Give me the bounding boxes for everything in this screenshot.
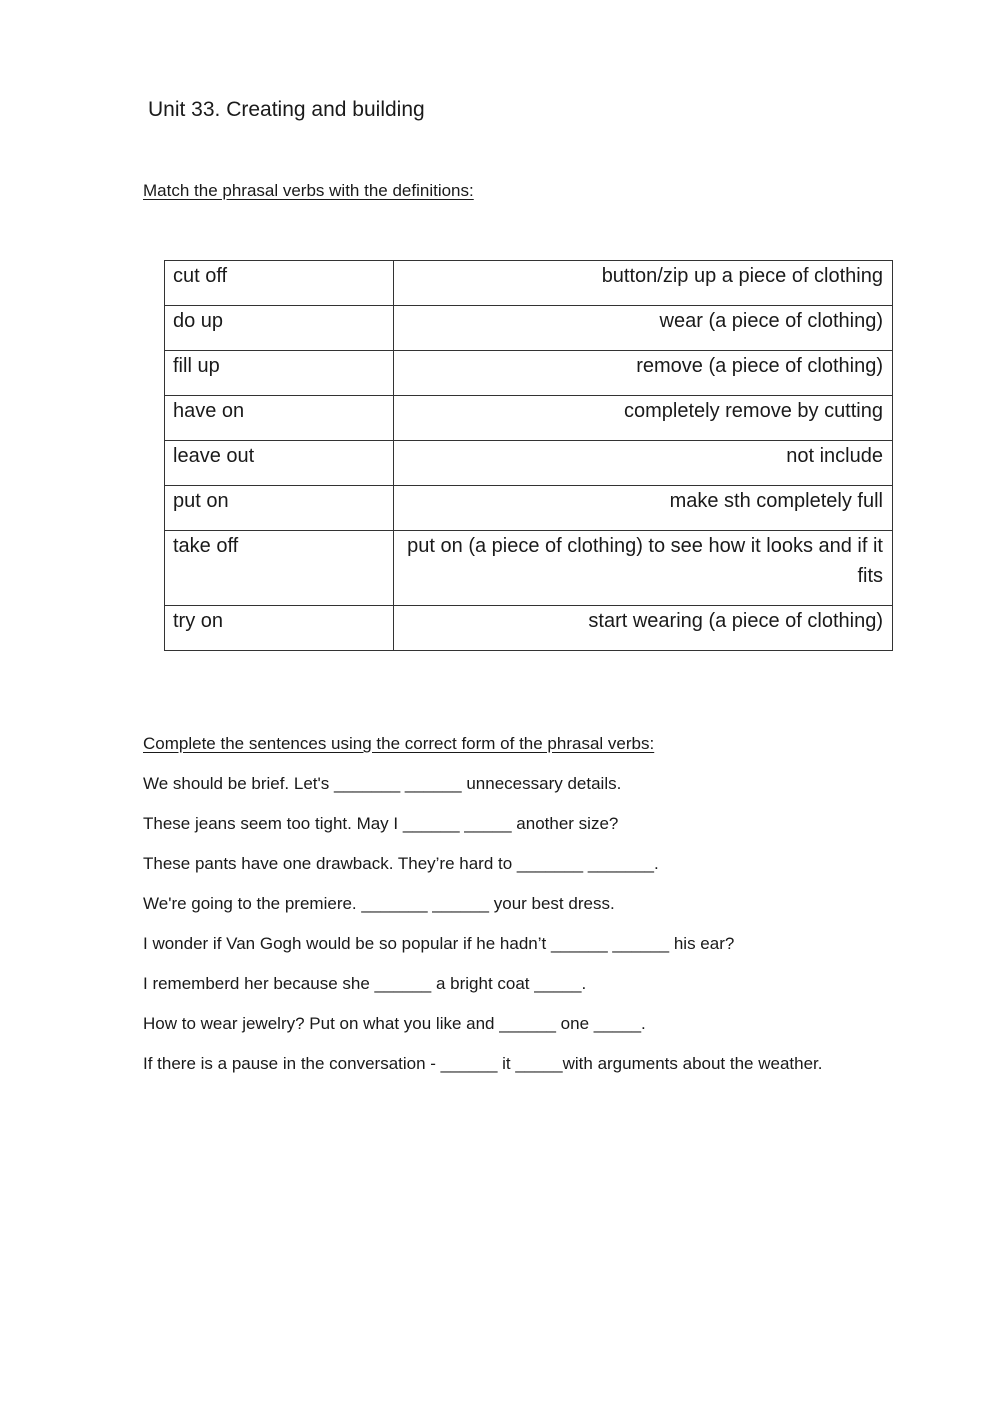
phrasal-verb-cell: take off bbox=[165, 531, 394, 606]
exercise-sentence: I wonder if Van Gogh would be so popular if he hadn’t ______ ______ his ear? bbox=[143, 934, 735, 953]
table-row bbox=[165, 486, 893, 531]
phrasal-verb-cell: leave out bbox=[165, 441, 394, 486]
table-row bbox=[165, 261, 893, 306]
definition-cell: completely remove by cutting bbox=[394, 396, 893, 441]
exercise-sentence: I rememberd her because she ______ a bright coat _____. bbox=[143, 974, 587, 993]
definition-cell: put on (a piece of clothing) to see how it looks and if it fits bbox=[394, 531, 893, 606]
phrasal-verb-cell: fill up bbox=[165, 351, 394, 396]
matching-table bbox=[164, 260, 893, 651]
definition-cell: wear (a piece of clothing) bbox=[394, 306, 893, 351]
exercise-sentence: We should be brief. Let's _______ ______ unnecessary details. bbox=[143, 774, 622, 793]
exercise-sentence: We're going to the premiere. _______ ______ your best dress. bbox=[143, 894, 615, 913]
table-row bbox=[165, 396, 893, 441]
table-row bbox=[165, 351, 893, 396]
definition-cell: button/zip up a piece of clothing bbox=[394, 261, 893, 306]
definition-cell: make sth completely full bbox=[394, 486, 893, 531]
table-row bbox=[165, 441, 893, 486]
match-instruction: Match the phrasal verbs with the definitions: bbox=[143, 181, 474, 200]
phrasal-verb-cell: do up bbox=[165, 306, 394, 351]
table-row bbox=[165, 531, 893, 606]
exercise-sentence: How to wear jewelry? Put on what you like and ______ one _____. bbox=[143, 1014, 646, 1033]
complete-instruction: Complete the sentences using the correct form of the phrasal verbs: bbox=[143, 734, 655, 753]
phrasal-verb-cell: have on bbox=[165, 396, 394, 441]
table-row bbox=[165, 306, 893, 351]
phrasal-verb-cell: put on bbox=[165, 486, 394, 531]
exercise-sentence: These jeans seem too tight. May I ______ _____ another size? bbox=[143, 814, 619, 833]
sentence-list bbox=[143, 773, 823, 1093]
definition-cell: not include bbox=[394, 441, 893, 486]
phrasal-verb-cell: try on bbox=[165, 606, 394, 651]
page-title: Unit 33. Creating and building bbox=[148, 98, 425, 121]
exercise-sentence: These pants have one drawback. They’re hard to _______ _______. bbox=[143, 854, 659, 873]
table-row bbox=[165, 606, 893, 651]
definition-cell: start wearing (a piece of clothing) bbox=[394, 606, 893, 651]
definition-cell: remove (a piece of clothing) bbox=[394, 351, 893, 396]
exercise-sentence: If there is a pause in the conversation - ______ it _____with arguments about the weather. bbox=[143, 1054, 823, 1073]
phrasal-verb-cell: cut off bbox=[165, 261, 394, 306]
